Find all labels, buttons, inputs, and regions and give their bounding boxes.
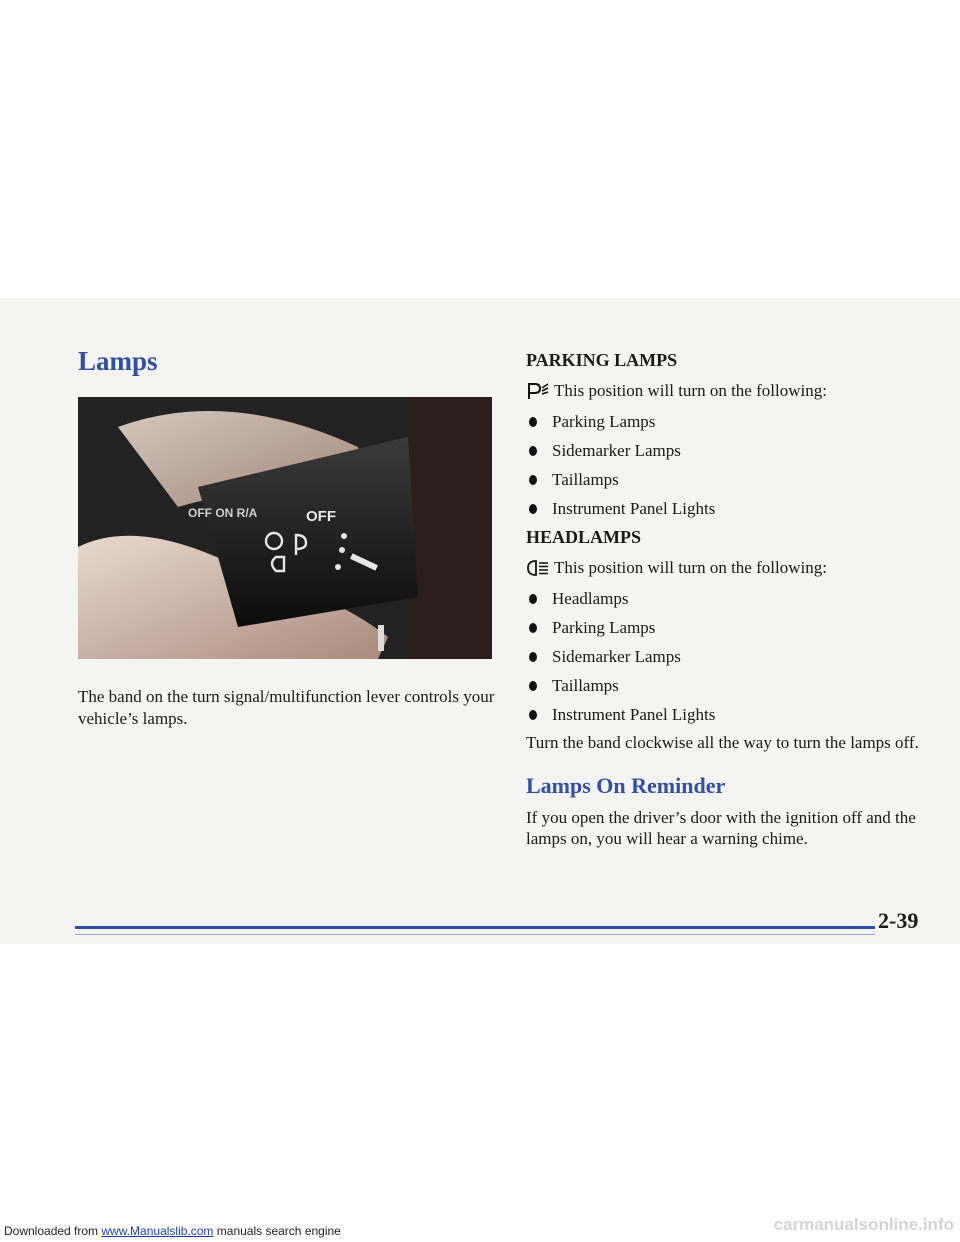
bullet-icon bbox=[529, 475, 537, 485]
bullet-icon bbox=[529, 504, 537, 514]
footer-suffix: manuals search engine bbox=[213, 1224, 341, 1238]
footer-rule-thin bbox=[75, 934, 875, 935]
headlamps-intro-text: This position will turn on the following: bbox=[554, 558, 827, 577]
headlamps-list bbox=[526, 584, 936, 729]
list-item: Taillamps bbox=[526, 465, 936, 494]
off-label: OFF bbox=[306, 508, 336, 525]
headlamps-heading: HEADLAMPS bbox=[526, 527, 642, 547]
list-item: Sidemarker Lamps bbox=[526, 436, 936, 465]
headlamps-intro bbox=[526, 551, 936, 584]
page-number: 2-39 bbox=[878, 908, 919, 933]
list-item: Taillamps bbox=[526, 671, 936, 700]
photo-caption: The band on the turn signal/multifunction lever controls your vehicle’s lamps. bbox=[78, 687, 495, 728]
list-item: Sidemarker Lamps bbox=[526, 642, 936, 671]
lever-photo-illustration bbox=[78, 397, 492, 659]
bullet-icon bbox=[529, 710, 537, 720]
list-item: Instrument Panel Lights bbox=[526, 700, 936, 729]
switch-label: OFF ON R/A bbox=[188, 506, 258, 520]
bullet-icon bbox=[529, 623, 537, 633]
list-item: Parking Lamps bbox=[526, 407, 936, 436]
watermark: carmanualsonline.info bbox=[773, 1215, 954, 1234]
parking-lamps-heading: PARKING LAMPS bbox=[526, 350, 678, 370]
list-item: Instrument Panel Lights bbox=[526, 494, 936, 523]
parking-intro-text: This position will turn on the following: bbox=[554, 381, 827, 400]
headlamp-icon bbox=[526, 558, 550, 578]
bullet-icon bbox=[529, 417, 537, 427]
reminder-text: If you open the driver’s door with the ignition off and the lamps on, you will hear a warning chime. bbox=[526, 808, 916, 848]
right-column bbox=[526, 346, 936, 849]
bullet-icon bbox=[529, 681, 537, 691]
list-item: Parking Lamps bbox=[526, 613, 936, 642]
section-title: Lamps bbox=[78, 346, 158, 376]
parking-list bbox=[526, 407, 936, 523]
turn-off-text: Turn the band clockwise all the way to turn the lamps off. bbox=[526, 733, 919, 752]
manualslib-link[interactable]: www.Manualslib.com bbox=[101, 1224, 214, 1238]
footer-rule bbox=[75, 926, 875, 929]
parking-intro bbox=[526, 374, 936, 407]
download-footer bbox=[4, 1224, 341, 1238]
bullet-icon bbox=[529, 652, 537, 662]
bullet-icon bbox=[529, 594, 537, 604]
lever-photo bbox=[78, 397, 492, 659]
bullet-icon bbox=[529, 446, 537, 456]
list-item: Headlamps bbox=[526, 584, 936, 613]
reminder-heading: Lamps On Reminder bbox=[526, 773, 726, 798]
footer-prefix: Downloaded from bbox=[4, 1224, 102, 1238]
parking-lamp-icon bbox=[526, 381, 550, 401]
